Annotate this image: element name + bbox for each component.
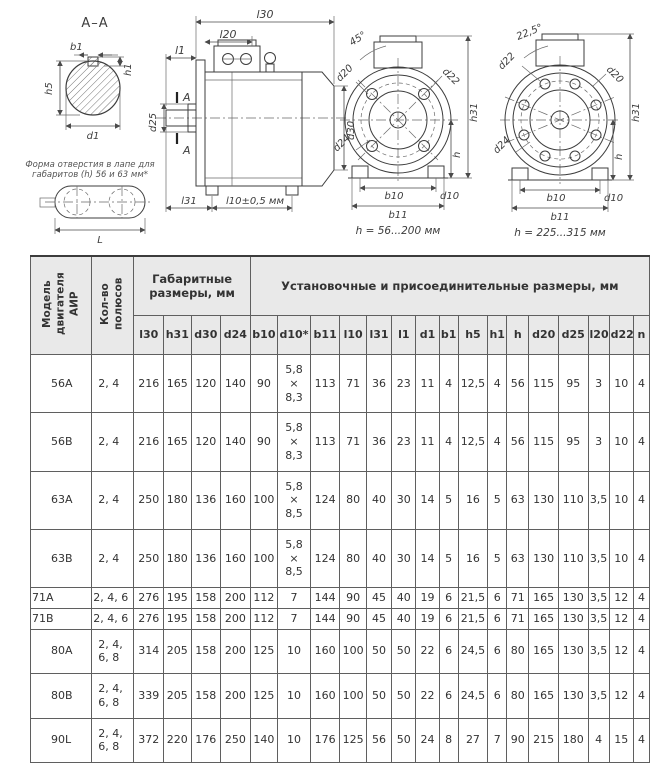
value-cell: 80 <box>340 529 366 587</box>
value-cell: 24 <box>416 718 439 763</box>
value-cell: 10 <box>278 629 311 674</box>
value-cell: 36 <box>366 413 391 471</box>
value-cell: 195 <box>164 588 191 609</box>
value-cell: 205 <box>164 674 191 719</box>
value-cell: 90 <box>250 355 277 413</box>
dimensions-table <box>30 255 650 763</box>
column-header: d22 <box>609 316 633 355</box>
value-cell: 90 <box>250 413 277 471</box>
value-cell: 45 <box>366 588 391 609</box>
value-cell: 220 <box>164 718 191 763</box>
value-cell: 4 <box>439 413 458 471</box>
header-group-row <box>31 256 650 316</box>
dim-label-h-small: h <box>452 151 463 158</box>
value-cell: 10 <box>278 718 311 763</box>
value-cell: 125 <box>250 674 277 719</box>
value-cell: 158 <box>191 588 221 609</box>
value-cell: 8 <box>439 718 458 763</box>
value-cell: 21,5 <box>458 608 488 629</box>
value-cell: 7 <box>278 588 311 609</box>
value-cell: 19 <box>416 608 439 629</box>
value-cell: 6 <box>488 608 507 629</box>
dim-label-d30: d30 <box>346 120 357 140</box>
value-cell: 5 <box>488 529 507 587</box>
value-cell: 130 <box>558 608 588 629</box>
column-header: l31 <box>366 316 391 355</box>
model-cell: 80A <box>31 629 92 674</box>
motor-front-view-large <box>491 22 642 239</box>
poles-cell: 2, 4 <box>92 471 134 529</box>
value-cell: 14 <box>416 529 439 587</box>
foot-slot-drawing <box>25 160 154 246</box>
value-cell: 71 <box>507 608 529 629</box>
value-cell: 7 <box>278 608 311 629</box>
value-cell: 5 <box>439 529 458 587</box>
value-cell: 16 <box>458 471 488 529</box>
value-cell: 63 <box>507 529 529 587</box>
dim-label-b11-small: b11 <box>388 210 408 221</box>
value-cell: 4 <box>633 718 649 763</box>
value-cell: 160 <box>221 471 251 529</box>
column-header: d20 <box>529 316 559 355</box>
value-cell: 5,8 × 8,5 <box>278 471 311 529</box>
column-header: d24 <box>221 316 251 355</box>
column-header: d25 <box>558 316 588 355</box>
value-cell: 6 <box>439 608 458 629</box>
dim-label-b1: b1 <box>70 42 83 53</box>
dim-label-d24-small: d24 <box>331 132 353 155</box>
value-cell: 200 <box>221 588 251 609</box>
value-cell: 125 <box>250 629 277 674</box>
value-cell: 5 <box>488 471 507 529</box>
model-cell: 80B <box>31 674 92 719</box>
value-cell: 200 <box>221 629 251 674</box>
value-cell: 4 <box>633 629 649 674</box>
table-row <box>31 588 650 609</box>
value-cell: 158 <box>191 674 221 719</box>
value-cell: 56 <box>507 355 529 413</box>
value-cell: 250 <box>134 529 164 587</box>
value-cell: 160 <box>310 629 340 674</box>
value-cell: 6 <box>439 588 458 609</box>
value-cell: 110 <box>558 471 588 529</box>
value-cell: 10 <box>609 529 633 587</box>
table-row <box>31 608 650 629</box>
value-cell: 130 <box>558 588 588 609</box>
value-cell: 165 <box>529 608 559 629</box>
value-cell: 276 <box>134 588 164 609</box>
value-cell: 23 <box>392 355 416 413</box>
value-cell: 140 <box>221 413 251 471</box>
value-cell: 195 <box>164 608 191 629</box>
value-cell: 4 <box>488 355 507 413</box>
value-cell: 5,8 × 8,5 <box>278 529 311 587</box>
value-cell: 314 <box>134 629 164 674</box>
value-cell: 40 <box>392 608 416 629</box>
column-header: b11 <box>310 316 340 355</box>
section-mark-bottom: А <box>183 144 191 157</box>
value-cell: 140 <box>250 718 277 763</box>
value-cell: 7 <box>488 718 507 763</box>
dim-label-b11-large: b11 <box>550 212 570 223</box>
value-cell: 112 <box>250 588 277 609</box>
value-cell: 50 <box>366 629 391 674</box>
value-cell: 36 <box>366 355 391 413</box>
value-cell: 180 <box>164 471 191 529</box>
dim-label-d24-large: d24 <box>491 134 513 157</box>
value-cell: 11 <box>416 413 439 471</box>
value-cell: 21,5 <box>458 588 488 609</box>
value-cell: 3,5 <box>588 529 609 587</box>
value-cell: 130 <box>529 529 559 587</box>
value-cell: 4 <box>588 718 609 763</box>
section-title: А–А <box>81 16 109 31</box>
value-cell: 40 <box>366 471 391 529</box>
value-cell: 19 <box>416 588 439 609</box>
value-cell: 216 <box>134 355 164 413</box>
value-cell: 165 <box>164 355 191 413</box>
value-cell: 71 <box>507 588 529 609</box>
value-cell: 4 <box>633 608 649 629</box>
value-cell: 15 <box>609 718 633 763</box>
group-header-overall: Габаритные размеры, мм <box>134 256 250 316</box>
value-cell: 27 <box>458 718 488 763</box>
dim-label-h31-small: h31 <box>469 102 480 122</box>
dim-label-h5: h5 <box>44 82 55 95</box>
poles-column-header-label: Кол-во полюсов <box>99 277 125 331</box>
model-column-header-label: Модель двигателя АИР <box>40 272 80 336</box>
value-cell: 40 <box>392 588 416 609</box>
dim-label-l30: l30 <box>256 8 274 21</box>
value-cell: 6 <box>488 629 507 674</box>
value-cell: 90 <box>340 608 366 629</box>
value-cell: 130 <box>558 629 588 674</box>
value-cell: 140 <box>221 355 251 413</box>
value-cell: 12,5 <box>458 413 488 471</box>
table-row <box>31 355 650 413</box>
group-header-mounting: Установочные и присоединительные размеры, мм <box>250 256 649 316</box>
value-cell: 16 <box>458 529 488 587</box>
dimensions-table-wrap <box>30 255 650 763</box>
value-cell: 80 <box>340 471 366 529</box>
motor-side-view <box>148 8 357 212</box>
column-header: h31 <box>164 316 191 355</box>
table-row <box>31 718 650 763</box>
value-cell: 158 <box>191 629 221 674</box>
value-cell: 12 <box>609 588 633 609</box>
dim-label-l1: l1 <box>174 44 186 57</box>
value-cell: 136 <box>191 529 221 587</box>
column-header: d10* <box>278 316 311 355</box>
table-row <box>31 674 650 719</box>
dim-label-d22-small: d22 <box>439 66 462 88</box>
value-cell: 3 <box>588 355 609 413</box>
value-cell: 6 <box>488 588 507 609</box>
value-cell: 372 <box>134 718 164 763</box>
column-header: h <box>507 316 529 355</box>
value-cell: 250 <box>221 718 251 763</box>
value-cell: 10 <box>609 471 633 529</box>
poles-cell: 2, 4 <box>92 413 134 471</box>
value-cell: 3,5 <box>588 608 609 629</box>
value-cell: 24,5 <box>458 674 488 719</box>
model-cell: 63B <box>31 529 92 587</box>
value-cell: 4 <box>633 529 649 587</box>
value-cell: 136 <box>191 471 221 529</box>
column-header: l1 <box>392 316 416 355</box>
value-cell: 120 <box>191 413 221 471</box>
value-cell: 22 <box>416 629 439 674</box>
value-cell: 215 <box>529 718 559 763</box>
value-cell: 95 <box>558 413 588 471</box>
value-cell: 90 <box>507 718 529 763</box>
value-cell: 115 <box>529 413 559 471</box>
poles-cell: 2, 4 <box>92 529 134 587</box>
model-cell: 56A <box>31 355 92 413</box>
value-cell: 115 <box>529 355 559 413</box>
value-cell: 124 <box>310 471 340 529</box>
poles-cell: 2, 4, 6 <box>92 588 134 609</box>
dim-label-d20-large: d20 <box>603 64 626 86</box>
table-row <box>31 471 650 529</box>
value-cell: 12 <box>609 629 633 674</box>
poles-cell: 2, 4, 6, 8 <box>92 629 134 674</box>
poles-cell: 2, 4 <box>92 355 134 413</box>
value-cell: 10 <box>278 674 311 719</box>
value-cell: 12 <box>609 674 633 719</box>
value-cell: 14 <box>416 471 439 529</box>
value-cell: 3 <box>588 413 609 471</box>
value-cell: 63 <box>507 471 529 529</box>
dim-label-l10: l10±0,5 мм <box>225 196 285 207</box>
value-cell: 12,5 <box>458 355 488 413</box>
column-header: h5 <box>458 316 488 355</box>
value-cell: 124 <box>310 529 340 587</box>
table-row <box>31 413 650 471</box>
dim-label-b10-small: b10 <box>384 191 404 202</box>
value-cell: 3,5 <box>588 471 609 529</box>
value-cell: 40 <box>366 529 391 587</box>
value-cell: 30 <box>392 471 416 529</box>
value-cell: 276 <box>134 608 164 629</box>
value-cell: 165 <box>164 413 191 471</box>
value-cell: 216 <box>134 413 164 471</box>
dim-label-d20-small: d20 <box>334 62 356 85</box>
poles-cell: 2, 4, 6, 8 <box>92 674 134 719</box>
value-cell: 12 <box>609 608 633 629</box>
dim-label-l31: l31 <box>181 196 197 207</box>
column-header: b1 <box>439 316 458 355</box>
value-cell: 5,8 × 8,3 <box>278 355 311 413</box>
technical-drawings <box>0 0 650 252</box>
value-cell: 130 <box>558 674 588 719</box>
value-cell: 4 <box>633 413 649 471</box>
value-cell: 110 <box>558 529 588 587</box>
value-cell: 160 <box>221 529 251 587</box>
value-cell: 4 <box>633 674 649 719</box>
table-row <box>31 629 650 674</box>
column-header: l10 <box>340 316 366 355</box>
value-cell: 125 <box>340 718 366 763</box>
value-cell: 95 <box>558 355 588 413</box>
value-cell: 112 <box>250 608 277 629</box>
value-cell: 22 <box>416 674 439 719</box>
dim-label-h-large: h <box>614 153 625 160</box>
value-cell: 80 <box>507 629 529 674</box>
value-cell: 71 <box>340 355 366 413</box>
poles-cell: 2, 4, 6 <box>92 608 134 629</box>
value-cell: 3,5 <box>588 588 609 609</box>
value-cell: 165 <box>529 588 559 609</box>
value-cell: 30 <box>392 529 416 587</box>
table-row <box>31 529 650 587</box>
value-cell: 5,8 × 8,3 <box>278 413 311 471</box>
value-cell: 3,5 <box>588 674 609 719</box>
value-cell: 4 <box>488 413 507 471</box>
column-header: h1 <box>488 316 507 355</box>
value-cell: 6 <box>439 674 458 719</box>
value-cell: 4 <box>439 355 458 413</box>
value-cell: 10 <box>609 355 633 413</box>
poles-column-header <box>92 256 134 355</box>
value-cell: 160 <box>310 674 340 719</box>
model-cell: 90L <box>31 718 92 763</box>
dim-label-L: L <box>97 235 103 246</box>
value-cell: 71 <box>340 413 366 471</box>
value-cell: 100 <box>340 629 366 674</box>
poles-cell: 2, 4, 6, 8 <box>92 718 134 763</box>
model-cell: 63A <box>31 471 92 529</box>
value-cell: 50 <box>392 718 416 763</box>
value-cell: 144 <box>310 608 340 629</box>
value-cell: 205 <box>164 629 191 674</box>
value-cell: 200 <box>221 674 251 719</box>
value-cell: 3,5 <box>588 629 609 674</box>
shaft-section-drawing <box>44 16 134 142</box>
value-cell: 113 <box>310 355 340 413</box>
dim-label-h1: h1 <box>123 63 134 76</box>
value-cell: 100 <box>250 529 277 587</box>
column-header: n <box>633 316 649 355</box>
dim-label-d10-small: d10 <box>440 191 460 202</box>
value-cell: 165 <box>529 629 559 674</box>
value-cell: 6 <box>488 674 507 719</box>
dim-label-h31-large: h31 <box>631 102 642 122</box>
value-cell: 339 <box>134 674 164 719</box>
value-cell: 4 <box>633 588 649 609</box>
value-cell: 80 <box>507 674 529 719</box>
table-body <box>31 355 650 763</box>
value-cell: 120 <box>191 355 221 413</box>
value-cell: 6 <box>439 629 458 674</box>
value-cell: 180 <box>558 718 588 763</box>
column-header: l30 <box>134 316 164 355</box>
value-cell: 130 <box>529 471 559 529</box>
value-cell: 50 <box>392 674 416 719</box>
value-cell: 200 <box>221 608 251 629</box>
value-cell: 100 <box>340 674 366 719</box>
value-cell: 180 <box>164 529 191 587</box>
slot-note-line2: габаритов (h) 56 и 63 мм* <box>32 170 148 180</box>
model-cell: 56B <box>31 413 92 471</box>
column-header: d1 <box>416 316 439 355</box>
value-cell: 158 <box>191 608 221 629</box>
dim-label-b10-large: b10 <box>546 193 566 204</box>
value-cell: 56 <box>507 413 529 471</box>
dim-label-l20: l20 <box>219 28 237 41</box>
value-cell: 23 <box>392 413 416 471</box>
value-cell: 56 <box>366 718 391 763</box>
value-cell: 144 <box>310 588 340 609</box>
value-cell: 11 <box>416 355 439 413</box>
angle-label-45: 45° <box>347 29 369 49</box>
model-cell: 71A <box>31 588 92 609</box>
value-cell: 176 <box>191 718 221 763</box>
value-cell: 50 <box>366 674 391 719</box>
value-cell: 5 <box>439 471 458 529</box>
column-header: l20 <box>588 316 609 355</box>
slot-note-line1: Форма отверстия в лапе для <box>25 160 155 170</box>
section-mark-top: А <box>183 91 191 104</box>
column-header: d30 <box>191 316 221 355</box>
model-cell: 71B <box>31 608 92 629</box>
value-cell: 113 <box>310 413 340 471</box>
value-cell: 165 <box>529 674 559 719</box>
value-cell: 4 <box>633 471 649 529</box>
column-header: b10 <box>250 316 277 355</box>
dim-label-d25: d25 <box>148 112 159 132</box>
value-cell: 24,5 <box>458 629 488 674</box>
angle-label-22-5: 22,5° <box>515 22 545 43</box>
caption-large: h = 225...315 мм <box>514 227 606 239</box>
dim-label-d10-large: d10 <box>604 193 624 204</box>
value-cell: 4 <box>633 355 649 413</box>
value-cell: 100 <box>250 471 277 529</box>
value-cell: 250 <box>134 471 164 529</box>
value-cell: 90 <box>340 588 366 609</box>
value-cell: 176 <box>310 718 340 763</box>
dim-label-d22-large: d22 <box>496 50 518 73</box>
dim-label-d1: d1 <box>86 131 100 142</box>
value-cell: 50 <box>392 629 416 674</box>
value-cell: 45 <box>366 608 391 629</box>
caption-small: h = 56...200 мм <box>355 225 441 237</box>
value-cell: 10 <box>609 413 633 471</box>
model-column-header <box>31 256 92 355</box>
